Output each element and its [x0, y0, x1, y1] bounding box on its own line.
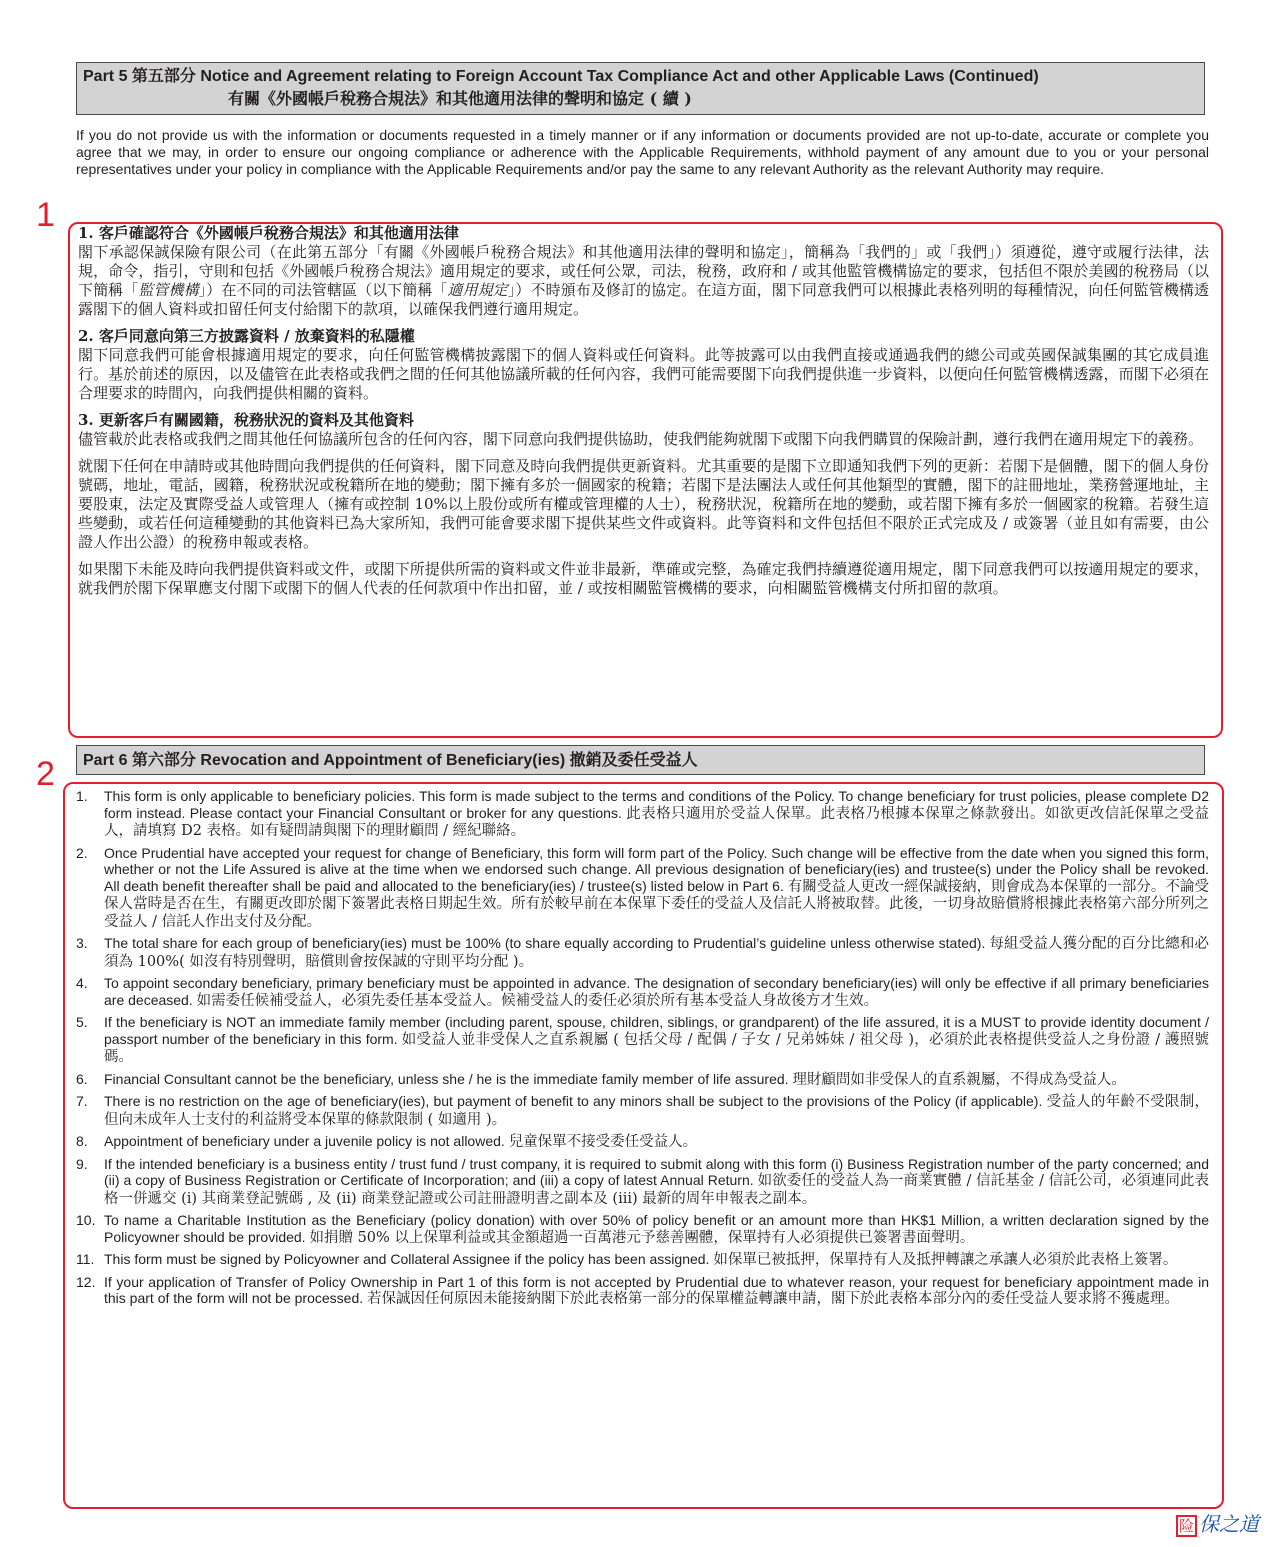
- list-item-zh: 如欲委任的受益人為一商業實體 / 信託基金 / 信託公司，必須連同此表格一併遞交 (i) 其商業登記號碼 , 及 (ii) 商業登記證或公司註冊證明書之副本及 (iii) 最新的周年申報表之副本。: [104, 1173, 1209, 1207]
- list-item-en: If the beneficiary is NOT an immediate family member (including parent, spouse, children, siblings, or grandparent) of the life assured, it is a MUST to provide identity document / passport number of the beneficiary in this form.: [104, 1014, 1209, 1047]
- list-item-number: 12.: [76, 1273, 96, 1290]
- list-item: [76, 975, 1209, 1009]
- section-3-title: 3. 更新客戶有關國籍，稅務狀況的資料及其他資料: [78, 411, 414, 429]
- watermark: [1176, 1508, 1259, 1537]
- list-item: [76, 1212, 1209, 1246]
- list-item-en: Financial Consultant cannot be the beneficiary, unless she / he is the immediate family member of life assured.: [104, 1070, 793, 1087]
- list-item-zh: 如需委任候補受益人，必須先委任基本受益人。候補受益人的委任必須於所有基本受益人身故後方才生效。: [196, 992, 879, 1009]
- section-1: [78, 224, 1209, 319]
- list-item-en: Once Prudential have accepted your request for change of Beneficiary, this form will form part of the Policy. Such change will be effective from the date when you signed this form, whether or not the Life Assured is alive at the time when we endorsed such change. All previous designation of beneficiary(ies) and trustee(s) under the Policy shall be revoked. All death benefit thereafter shall be paid and allocated to the beneficiary(ies) / trustee(s) listed below in Part 6.: [104, 844, 1209, 894]
- list-item-en: To name a Charitable Institution as the Beneficiary (policy donation) with over 50% of policy benefit or an amount more than HK$1 Million, a written declaration signed by the Policyowner should be provided.: [104, 1212, 1209, 1245]
- list-item-zh: 如捐贈 50% 以上保單利益或其金額超過一百萬港元予慈善團體，保單持有人必須提供已簽署書面聲明。: [309, 1229, 975, 1246]
- list-item-en: If the intended beneficiary is a business entity / trust fund / trust company, it is required to submit along with this form (i) Business Registration number of the party concerned; and (ii) a copy of Business Registration or Certificate of Incorporation; and (iii) a copy of latest Annual Return.: [104, 1155, 1209, 1188]
- list-item-number: 6.: [76, 1070, 88, 1087]
- list-item-number: 2.: [76, 844, 88, 861]
- part6-header-en-b: Revocation and Appointment of Beneficiary(ies): [200, 752, 566, 769]
- list-item: [76, 1274, 1209, 1308]
- list-item: [76, 845, 1209, 931]
- list-item-number: 9.: [76, 1155, 88, 1172]
- section-1-text-a: 閣下承認保誠保險有限公司（在此第五部分「有關《外國帳戶稅務合規法》和其他適用法律的聲明和協定」，簡稱為「我們的」或「我們」）須遵從，遵守或履行法律，法規，命令，指引，守則和包括《外國帳戶稅務合規法》適用規定的要求，或任何公眾，司法，稅務，政府和 / 或其他監管機構協定的要求，包括但不限於美國的稅務局（以下簡稱「: [78, 243, 1209, 299]
- list-item-en: If your application of Transfer of Policy Ownership in Part 1 of this form is not accepted by Prudential due to whatever reason, your request for beneficiary appointment made in this part of the form will not be processed.: [104, 1273, 1209, 1306]
- section-2: [78, 327, 1209, 403]
- section-3-paragraph-2: 就閣下任何在申請時或其他時間向我們提供的任何資料，閣下同意及時向我們提供更新資料。尤其重要的是閣下立即通知我們下列的更新：若閣下是個體，閣下的個人身份號碼，地址，電話，國籍，稅務狀況或稅籍所在地的變動；閣下擁有多於一個國家的稅籍；若閣下是法團法人或任何其他類型的實體，閣下的註冊地址，業務營運地址，主要股東，法定及實際受益人或管理人（擁有或控制 10%以上股份或所有權或管理權的人士），稅務狀況，稅籍所在地的變動，或若閣下擁有多於一個國家的稅籍。若發生這些變動，或若任何這種變動的其他資料已為大家所知，我們可能會要求閣下提供某些文件或資料。此等資料和文件包括但不限於正式完成及 / 或簽署（並且如有需要，由公證人作出公證）的稅務申報或表格。: [78, 457, 1209, 551]
- list-item-en: The total share for each group of beneficiary(ies) must be 100% (to share equally according to Prudential’s guideline unless otherwise stated).: [104, 935, 990, 951]
- annotation-marker-2: 2: [36, 755, 55, 793]
- list-item-number: 11.: [76, 1251, 95, 1267]
- list-item-number: 8.: [76, 1133, 88, 1149]
- list-item-number: 5.: [76, 1014, 88, 1030]
- part6-notes-list: [76, 788, 1209, 1313]
- list-item-number: 10.: [76, 1212, 96, 1228]
- list-item-en: This form must be signed by Policyowner and Collateral Assignee if the policy has been assigned.: [104, 1251, 714, 1267]
- list-item-number: 1.: [76, 788, 88, 804]
- list-item-zh: 如受益人並非受保人之直系親屬 ( 包括父母 / 配偶 / 子女 / 兄弟姊妹 / 祖父母 )，必須於此表格提供受益人之身份證 / 護照號碼。: [104, 1031, 1209, 1065]
- list-item-number: 7.: [76, 1093, 88, 1109]
- list-item-en: To appoint secondary beneficiary, primary beneficiary must be appointed in advance. The designation of secondary beneficiary(ies) will only be effective if all primary beneficiaries are deceased.: [104, 975, 1209, 1008]
- section-2-text: 閣下同意我們可能會根據適用規定的要求，向任何監管機構披露閣下的個人資料或任何資料。此等披露可以由我們直接或通過我們的總公司或英國保誠集團的其它成員進行。基於前述的原因，以及儘管在此表格或我們之間的任何其他協議所載的任何內容，我們可能需要閣下向我們提供進一步資料，以便向任何監管機構透露，而閣下必須在合理要求的時間內，向我們提供相關的資料。: [78, 346, 1209, 402]
- part6-header-zh-b: 撤銷及委任受益人: [569, 750, 698, 769]
- list-item: [76, 1156, 1209, 1208]
- part5-sections: [78, 224, 1209, 606]
- annotation-marker-1: 1: [36, 196, 55, 234]
- list-item: [76, 935, 1209, 970]
- list-item-number: 3.: [76, 935, 88, 951]
- list-item-zh: 若保誠因任何原因未能接納閣下於此表格第一部分的保單權益轉讓申請，閣下於此表格本部分內的委任受益人要求將不獲處理。: [367, 1291, 1180, 1307]
- list-item-zh: 兒童保單不接受委任受益人。: [508, 1134, 698, 1150]
- part6-header-zh-a: 第六部分: [131, 750, 196, 769]
- list-item: [76, 1093, 1209, 1128]
- section-1-text: [78, 243, 1209, 319]
- list-item: [76, 788, 1209, 840]
- list-item-en: Appointment of beneficiary under a juvenile policy is not allowed.: [104, 1133, 509, 1149]
- list-item-zh: 此表格只適用於受益人保單。此表格乃根據本保單之條款發出。如欲更改信託保單之受益人，請填寫 D2 表格。如有疑問請與閣下的理財顧問 / 經紀聯絡。: [104, 805, 1209, 839]
- term-authority: 監管機構: [138, 281, 199, 299]
- part5-header-en: Part 5 第五部分 Notice and Agreement relating to Foreign Account Tax Compliance Act and other Applicable Laws (Continued): [83, 68, 1039, 85]
- term-applicable-requirements: 適用規定: [447, 281, 508, 299]
- watermark-seal: 险: [1176, 1515, 1197, 1537]
- list-item-zh: 每組受益人獲分配的百分比總和必須為 100%( 如沒有特別聲明，賠償則會按保誠的守則平均分配 )。: [104, 936, 1210, 970]
- part5-header-zh: 有關《外國帳戶稅務合規法》和其他適用法律的聲明和協定 ( 續 ): [228, 89, 692, 108]
- list-item-zh: 有關受益人更改一經保誠接納，則會成為本保單的一部分。不論受保人當時是否在生，有關更改即於閣下簽署此表格日期起生效。所有於較早前在本保單下委任的受益人及信託人將被取替。此後，一切身故賠償將根據此表格第六部分所列之受益人 / 信託人作出支付及分配。: [104, 878, 1209, 930]
- part5-header: [76, 62, 1205, 115]
- section-1-text-c: 」）不時頒布及修訂的協定。在這方面，閣下同意我們可以根據此表格列明的每種情況，向任何監管機構透露閣下的個人資料或扣留任何支付給閣下的款項，以確保我們遵行適用規定。: [78, 281, 1209, 318]
- list-item: [76, 1014, 1209, 1066]
- list-item-en: This form is only applicable to beneficiary policies. This form is made subject to the terms and conditions of the Policy. To change beneficiary for trust policies, please complete D2 form instead. Please contact your Financial Consultant or broker for any questions.: [104, 788, 1209, 821]
- section-3: [78, 411, 1209, 449]
- watermark-text: 保之道: [1199, 1512, 1259, 1536]
- list-item-number: 4.: [76, 975, 88, 991]
- list-item-zh: 如保單已被抵押，保單持有人及抵押轉讓之承讓人必須於此表格上簽署。: [713, 1252, 1178, 1268]
- section-3-text: 儘管載於此表格或我們之間其他任何協議所包含的任何內容，閣下同意向我們提供協助，使我們能夠就閣下或閣下向我們購買的保險計劃，遵行我們在適用規定下的義務。: [78, 430, 1204, 448]
- section-3-paragraph-3: 如果閣下未能及時向我們提供資料或文件，或閣下所提供所需的資料或文件並非最新，準確或完整，為確定我們持續遵從適用規定，閣下同意我們可以按適用規定的要求，就我們於閣下保單應支付閣下或閣下的個人代表的任何款項中作出扣留，並 / 或按相關監管機構的要求，向相關監管機構支付所扣留的款項。: [78, 560, 1209, 597]
- list-item: [76, 1071, 1209, 1089]
- list-item-en: There is no restriction on the age of beneficiary(ies), but payment of benefit to any minors shall be subject to the provisions of the Policy (if applicable).: [104, 1093, 1047, 1109]
- section-1-text-b: 」）在不同的司法管轄區（以下簡稱「: [198, 281, 448, 299]
- list-item-zh: 受益人的年齡不受限制，但向未成年人士支付的利益將受本保單的條款限制 ( 如適用 )。: [104, 1094, 1209, 1128]
- list-item: [76, 1133, 1209, 1151]
- section-2-title: 2. 客戶同意向第三方披露資料 / 放棄資料的私隱權: [78, 327, 415, 345]
- part5-intro-paragraph: If you do not provide us with the information or documents requested in a timely manner or if any information or documents provided are not up-to-date, accurate or complete you agree that we may, in order to ensure our ongoing compliance or adherence with the Applicable Requirements, withhold payment of any amount due to you or your personal representatives under your policy in compliance with the Applicable Requirements and/or pay the same to any relevant Authority as the relevant Authority may require.: [76, 127, 1209, 177]
- part6-header-en-a: Part 6: [83, 752, 128, 769]
- list-item-zh: 理財顧問如非受保人的直系親屬，不得成為受益人。: [792, 1071, 1126, 1088]
- list-item: [76, 1251, 1209, 1269]
- part6-header: [76, 745, 1205, 775]
- section-1-title: 1. 客戶確認符合《外國帳戶稅務合規法》和其他適用法律: [78, 224, 459, 242]
